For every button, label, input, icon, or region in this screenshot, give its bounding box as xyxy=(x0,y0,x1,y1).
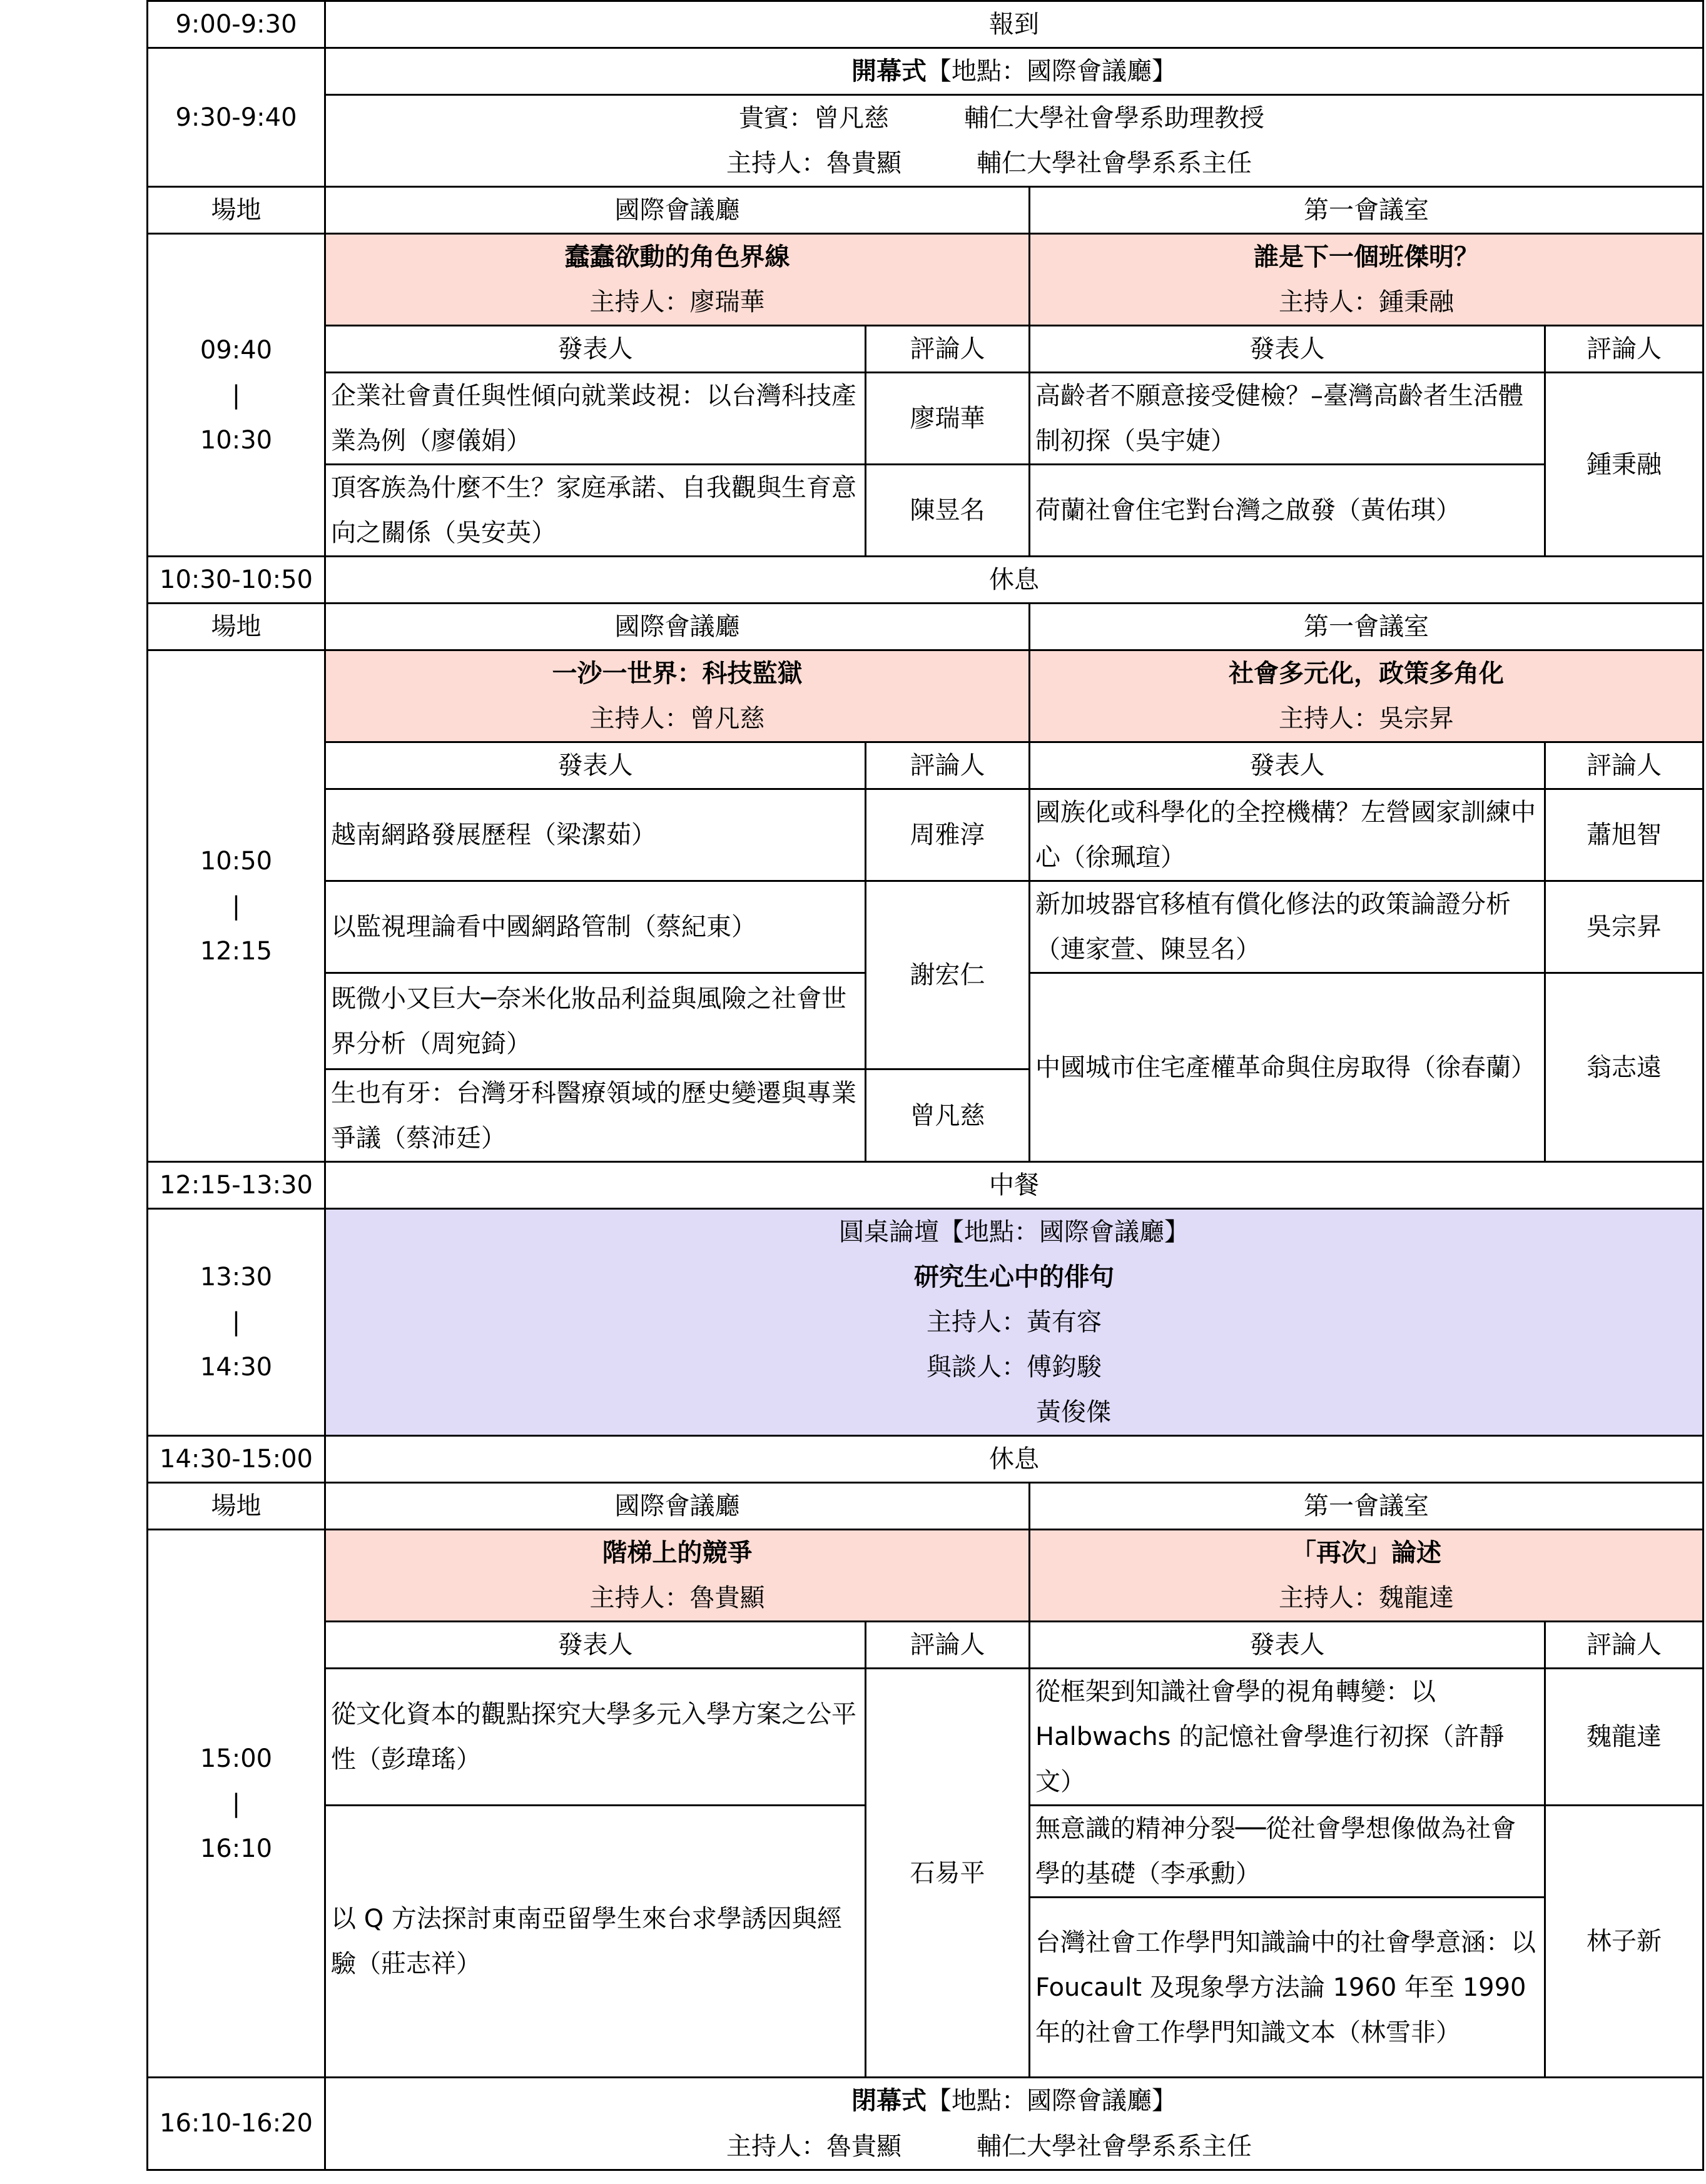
discussant: 周雅淳 xyxy=(866,789,1030,881)
discussant: 蕭旭智 xyxy=(1545,789,1703,881)
roundtable-panelist: 黃俊傑 xyxy=(1036,1398,1111,1427)
roundtable-time: 13:30 | 14:30 xyxy=(148,1209,325,1436)
discussant-header: 評論人 xyxy=(1545,742,1703,789)
session3-b-host: 主持人：魏龍達 xyxy=(1030,1575,1703,1622)
closing-host-role: 主持人：魯貴顯 xyxy=(726,2131,901,2161)
paper: 越南網路發展歷程（梁潔茹） xyxy=(325,789,866,881)
closing-row xyxy=(148,2078,1703,2124)
paper: 既微小又巨大─奈米化妝品利益與風險之社會世界分析（周宛錡） xyxy=(325,973,866,1069)
session3-time: 15:00 | 16:10 xyxy=(148,1530,325,2078)
paper: 生也有牙：台灣牙科醫療領域的歷史變遷與專業爭議（蔡沛廷） xyxy=(325,1069,866,1162)
discussant: 曾凡慈 xyxy=(866,1069,1030,1162)
opening-title xyxy=(325,48,1703,95)
session1-b-host: 主持人：鍾秉融 xyxy=(1030,280,1703,326)
time-cell: 16:10-16:20 xyxy=(148,2078,325,2170)
break-label: 休息 xyxy=(325,1436,1703,1483)
venue-a: 國際會議廳 xyxy=(325,1483,1030,1530)
session1-a-title: 蠢蠢欲動的角色界線 xyxy=(325,234,1030,280)
discussant: 謝宏仁 xyxy=(866,881,1030,1069)
discussant: 翁志遠 xyxy=(1545,973,1703,1162)
opening-location: 【地點：國際會議廳】 xyxy=(927,57,1177,86)
discussant: 廖瑞華 xyxy=(866,373,1030,465)
venue-a: 國際會議廳 xyxy=(325,187,1030,234)
time-cell: 10:30-10:50 xyxy=(148,557,325,604)
presenter-header: 發表人 xyxy=(325,326,866,373)
break-row xyxy=(148,557,1703,604)
presenter-header: 發表人 xyxy=(1030,1622,1545,1669)
venue-b: 第一會議室 xyxy=(1030,604,1703,650)
conference-schedule-table xyxy=(146,0,1704,2171)
discussant-header: 評論人 xyxy=(866,1622,1030,1669)
venue-b: 第一會議室 xyxy=(1030,1483,1703,1530)
roundtable-row xyxy=(148,1209,1703,1436)
session2-a-title: 一沙一世界：科技監獄 xyxy=(325,650,1030,697)
time-cell: 9:00-9:30 xyxy=(148,1,325,48)
opening-host-role: 主持人：魯貴顯 xyxy=(726,149,901,178)
session1-a-host: 主持人：廖瑞華 xyxy=(325,280,1030,326)
presenter-header: 發表人 xyxy=(325,1622,866,1669)
paper: 新加坡器官移植有償化修法的政策論證分析（連家萱、陳昱名） xyxy=(1030,881,1545,973)
discussant-header: 評論人 xyxy=(866,326,1030,373)
paper: 從框架到知識社會學的視角轉變：以 Halbwachs 的記憶社會學進行初探（許靜文） xyxy=(1030,1669,1545,1806)
venue-b: 第一會議室 xyxy=(1030,187,1703,234)
time-cell: 14:30-15:00 xyxy=(148,1436,325,1483)
presenter-header: 發表人 xyxy=(1030,742,1545,789)
lunch-row xyxy=(148,1162,1703,1209)
session2-time: 10:50 | 12:15 xyxy=(148,650,325,1162)
discussant: 魏龍達 xyxy=(1545,1669,1703,1806)
paper: 從文化資本的觀點探究大學多元入學方案之公平性（彭瑋瑤） xyxy=(325,1669,866,1806)
paper: 頂客族為什麼不生？家庭承諾、自我觀與生育意向之關係（吳安英） xyxy=(325,465,866,557)
session1-b-title: 誰是下一個班傑明？ xyxy=(1030,234,1703,280)
break-row xyxy=(148,1436,1703,1483)
time-cell: 9:30-9:40 xyxy=(148,48,325,187)
session2-a-host: 主持人：曾凡慈 xyxy=(325,696,1030,742)
roundtable-block xyxy=(325,1209,1703,1436)
break-label: 休息 xyxy=(325,557,1703,604)
discussant-header: 評論人 xyxy=(1545,1622,1703,1669)
registration-label: 報到 xyxy=(325,1,1703,48)
session1-time: 09:40 | 10:30 xyxy=(148,234,325,557)
discussant: 林子新 xyxy=(1545,1806,1703,2078)
paper: 中國城市住宅產權革命與住房取得（徐春蘭） xyxy=(1030,973,1545,1162)
presenter-header: 發表人 xyxy=(325,742,866,789)
opening-host xyxy=(325,141,1703,187)
paper: 台灣社會工作學門知識論中的社會學意涵：以 Foucault 及現象學方法論 1960 年至 1990 年的社會工作學門知識文本（林雪非） xyxy=(1030,1898,1545,2078)
session3-a-host: 主持人：魯貴顯 xyxy=(325,1575,1030,1622)
opening-row xyxy=(148,48,1703,95)
session2-b-host: 主持人：吳宗昇 xyxy=(1030,696,1703,742)
roundtable-host: 主持人：黃有容 xyxy=(927,1308,1102,1337)
venue-label: 場地 xyxy=(148,1483,325,1530)
closing-host xyxy=(325,2124,1703,2170)
roundtable-title: 圓桌論壇【地點：國際會議廳】 xyxy=(839,1218,1189,1246)
paper: 國族化或科學化的全控機構？左營國家訓練中心（徐珮瑄） xyxy=(1030,789,1545,881)
registration-row xyxy=(148,1,1703,48)
discussant-header: 評論人 xyxy=(1545,326,1703,373)
venue-label: 場地 xyxy=(148,604,325,650)
session2-b-title: 社會多元化，政策多角化 xyxy=(1030,650,1703,697)
paper: 荷蘭社會住宅對台灣之啟發（黃佑琪） xyxy=(1030,465,1545,557)
discussant: 石易平 xyxy=(866,1669,1030,2078)
session3-a-title: 階梯上的競爭 xyxy=(325,1530,1030,1576)
venue-label: 場地 xyxy=(148,187,325,234)
discussant: 吳宗昇 xyxy=(1545,881,1703,973)
opening-host-title: 輔仁大學社會學系系主任 xyxy=(977,149,1252,178)
discussant-header: 評論人 xyxy=(866,742,1030,789)
paper: 無意識的精神分裂──從社會學想像做為社會學的基礎（李承勳） xyxy=(1030,1806,1545,1898)
time-cell: 12:15-13:30 xyxy=(148,1162,325,1209)
closing-host-title: 輔仁大學社會學系系主任 xyxy=(977,2131,1252,2161)
venue-row xyxy=(148,1483,1703,1530)
opening-title-text: 開幕式 xyxy=(851,57,927,86)
paper: 高齡者不願意接受健檢？–臺灣高齡者生活體制初探（吳宇婕） xyxy=(1030,373,1545,465)
roundtable-topic: 研究生心中的俳句 xyxy=(914,1263,1114,1292)
lunch-label: 中餐 xyxy=(325,1162,1703,1209)
paper: 企業社會責任與性傾向就業歧視：以台灣科技產業為例（廖儀娟） xyxy=(325,373,866,465)
venue-row xyxy=(148,187,1703,234)
venue-a: 國際會議廳 xyxy=(325,604,1030,650)
paper: 以 Q 方法探討東南亞留學生來台求學誘因與經驗（莊志祥） xyxy=(325,1806,866,2078)
discussant: 鍾秉融 xyxy=(1545,373,1703,557)
presenter-header: 發表人 xyxy=(1030,326,1545,373)
closing-title: 閉幕式【地點：國際會議廳】 xyxy=(325,2078,1703,2124)
paper: 以監視理論看中國網路管制（蔡紀東） xyxy=(325,881,866,973)
discussant: 陳昱名 xyxy=(866,465,1030,557)
opening-guest-title: 輔仁大學社會學系助理教授 xyxy=(964,104,1264,133)
session3-b-title: 「再次」論述 xyxy=(1030,1530,1703,1576)
venue-row xyxy=(148,604,1703,650)
opening-guest xyxy=(325,95,1703,141)
opening-guest-role: 貴賓：曾凡慈 xyxy=(739,104,889,133)
roundtable-panelist: 與談人：傅鈞駿 xyxy=(927,1353,1102,1382)
